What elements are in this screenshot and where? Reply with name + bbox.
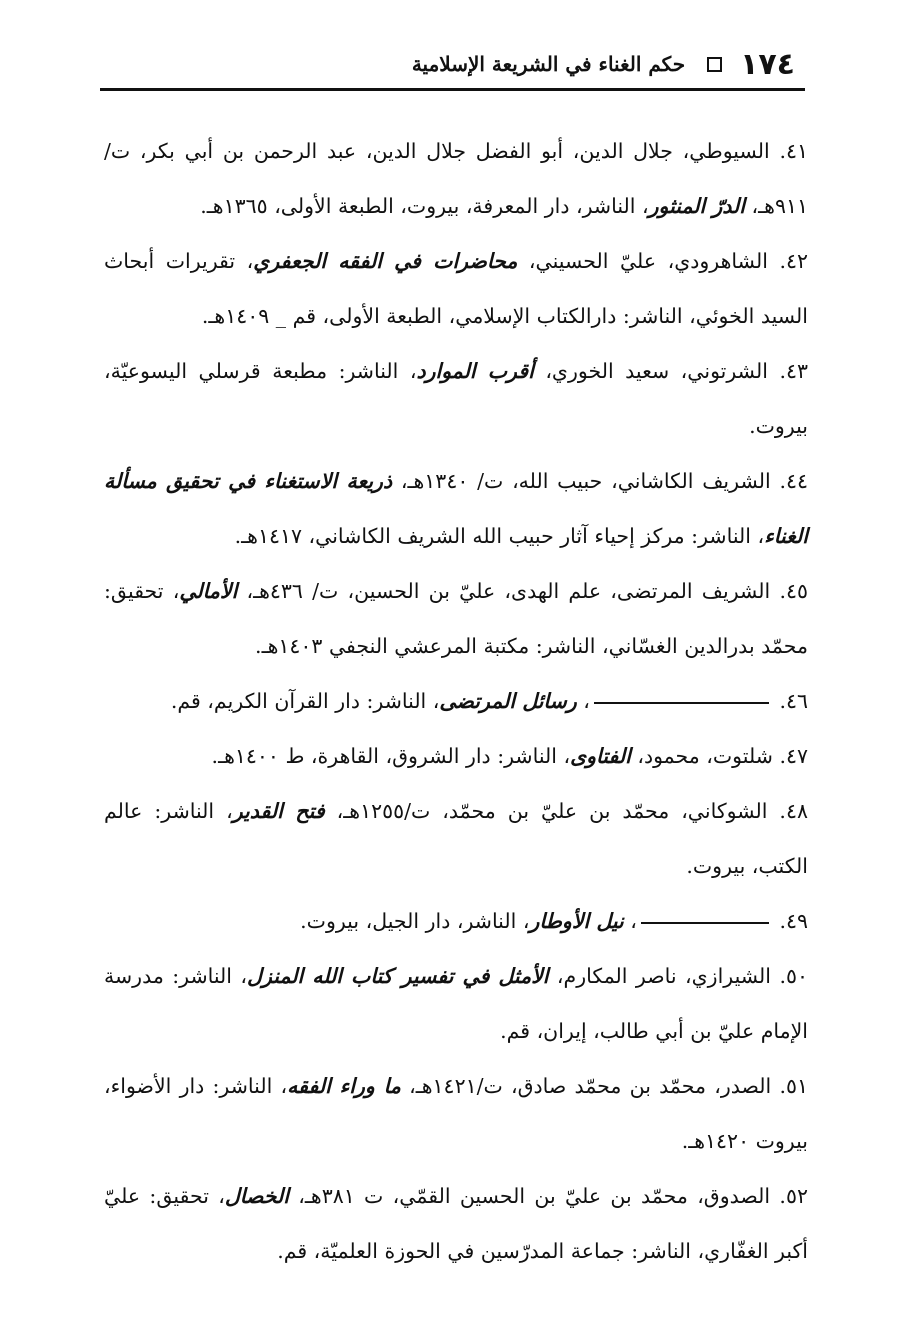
entry-text: ، — [623, 909, 637, 933]
entry-text: الشريف الكاشاني، حبيب الله، ت/ ١٣٤٠هـ، — [392, 469, 771, 493]
entry-details: ، تحقيق: عليّ أكبر الغفّاري، الناشر: جماعة المدرّسين في الحوزة العلميّة، قم. — [104, 1184, 808, 1263]
entry-text: الشريف المرتضى، علم الهدى، عليّ بن الحسين، ت/ ٤٣٦هـ، — [237, 579, 771, 603]
entry-book-title: الفتاوى — [570, 744, 631, 768]
entry-text: ، — [576, 689, 590, 713]
entry-book-title: الخصال — [224, 1184, 289, 1208]
entry-book-title: نيل الأوطار — [529, 909, 624, 933]
bibliography-entry — [104, 564, 808, 674]
entry-book-title: فتح القدير — [232, 799, 325, 823]
entry-number: ٥٢. — [779, 1184, 808, 1208]
entry-text: الصدوق، محمّد بن عليّ بن الحسين القمّي، ت ٣٨١هـ، — [288, 1184, 771, 1208]
bibliography-entry — [104, 234, 808, 344]
bibliography-entry — [104, 124, 808, 234]
entry-number: ٤٧. — [779, 744, 808, 768]
entry-book-title: ما وراء الفقه — [287, 1074, 401, 1098]
entry-text: شلتوت، محمود، — [630, 744, 773, 768]
bibliography-entry — [104, 344, 808, 454]
entry-details: ، الناشر: مركز إحياء آثار حبيب الله الشريف الكاشاني، ١٤١٧هـ. — [234, 524, 765, 548]
entry-details: ، تحقيق: محمّد بدرالدين الغسّاني، الناشر: مكتبة المرعشي النجفي ١٤٠٣هـ. — [104, 579, 808, 658]
entry-number: ٤٩. — [779, 909, 808, 933]
bibliography-entry — [104, 894, 808, 949]
entry-number: ٤٦. — [779, 689, 808, 713]
entry-book-title: الدرّ المنثور — [648, 194, 745, 218]
entry-number: ٤٥. — [779, 579, 808, 603]
bibliography-entry — [104, 949, 808, 1059]
entry-book-title: محاضرات في الفقه الجعفري — [253, 249, 518, 273]
entry-details: ، الناشر: مطبعة قرسلي اليسوعيّة، بيروت. — [104, 359, 808, 438]
entry-details: ، الناشر: مدرسة الإمام عليّ بن أبي طالب، إيران، قم. — [104, 964, 808, 1043]
entry-book-title: ذريعة الاستغناء في تحقيق مسألة الغناء — [104, 469, 808, 548]
entry-text: الشرتوني، سعيد الخوري، — [533, 359, 768, 383]
entry-details: ، الناشر: دار الشروق، القاهرة، ط ١٤٠٠هـ. — [211, 744, 571, 768]
entry-book-title: رسائل المرتضى — [439, 689, 577, 713]
ditto-rule — [594, 702, 769, 704]
ditto-rule — [641, 922, 769, 924]
entry-text: الشيرازي، ناصر المكارم، — [548, 964, 771, 988]
entry-number: ٤١. — [779, 139, 808, 163]
entry-text: السيوطي، جلال الدين، أبو الفضل جلال الدين، عبد الرحمن بن أبي بكر، ت/٩١١هـ، — [104, 139, 808, 218]
entry-details: ، الناشر: دار الأضواء، بيروت ١٤٢٠هـ. — [104, 1074, 808, 1153]
running-title: حكم الغناء في الشريعة الإسلامية — [411, 52, 686, 76]
square-ornament-icon — [707, 57, 722, 72]
bibliography-entry — [104, 1059, 808, 1169]
entry-details: ، الناشر: عالم الكتب، بيروت. — [104, 799, 808, 878]
bibliography-entry — [104, 729, 808, 784]
entry-book-title: أقرب الموارد — [416, 359, 534, 383]
bibliography-entry — [104, 674, 808, 729]
entry-number: ٤٤. — [779, 469, 808, 493]
entry-details: ، الناشر: دار القرآن الكريم، قم. — [170, 689, 440, 713]
entry-number: ٤٨. — [779, 799, 808, 823]
bibliography-entry — [104, 454, 808, 564]
page-number: ١٧٤ — [740, 46, 795, 82]
entry-details: ، الناشر، دار المعرفة، بيروت، الطبعة الأولى، ١٣٦٥هـ. — [200, 194, 649, 218]
entry-details: ، الناشر، دار الجيل، بيروت. — [300, 909, 530, 933]
entry-number: ٥١. — [779, 1074, 808, 1098]
bibliography-entry — [104, 784, 808, 894]
entry-details: ، تقريرات أبحاث السيد الخوئي، الناشر: دارالكتاب الإسلامي، الطبعة الأولى، قم _ ١٤٠٩هـ. — [104, 249, 808, 328]
entry-number: ٤٢. — [779, 249, 809, 273]
entry-number: ٥٠. — [779, 964, 808, 988]
entry-text: الشاهرودي، عليّ الحسيني، — [517, 249, 768, 273]
entry-text: الصدر، محمّد بن محمّد صادق، ت/١٤٢١هـ، — [400, 1074, 772, 1098]
entry-text: الشوكاني، محمّد بن عليّ بن محمّد، ت/١٢٥٥هـ، — [324, 799, 768, 823]
bibliography-list — [104, 124, 808, 1279]
entry-book-title: الأمالي — [179, 579, 238, 603]
bibliography-entry — [104, 1169, 808, 1279]
entry-number: ٤٣. — [779, 359, 808, 383]
page-header — [100, 40, 805, 91]
entry-book-title: الأمثل في تفسير كتاب الله المنزل — [247, 964, 549, 988]
